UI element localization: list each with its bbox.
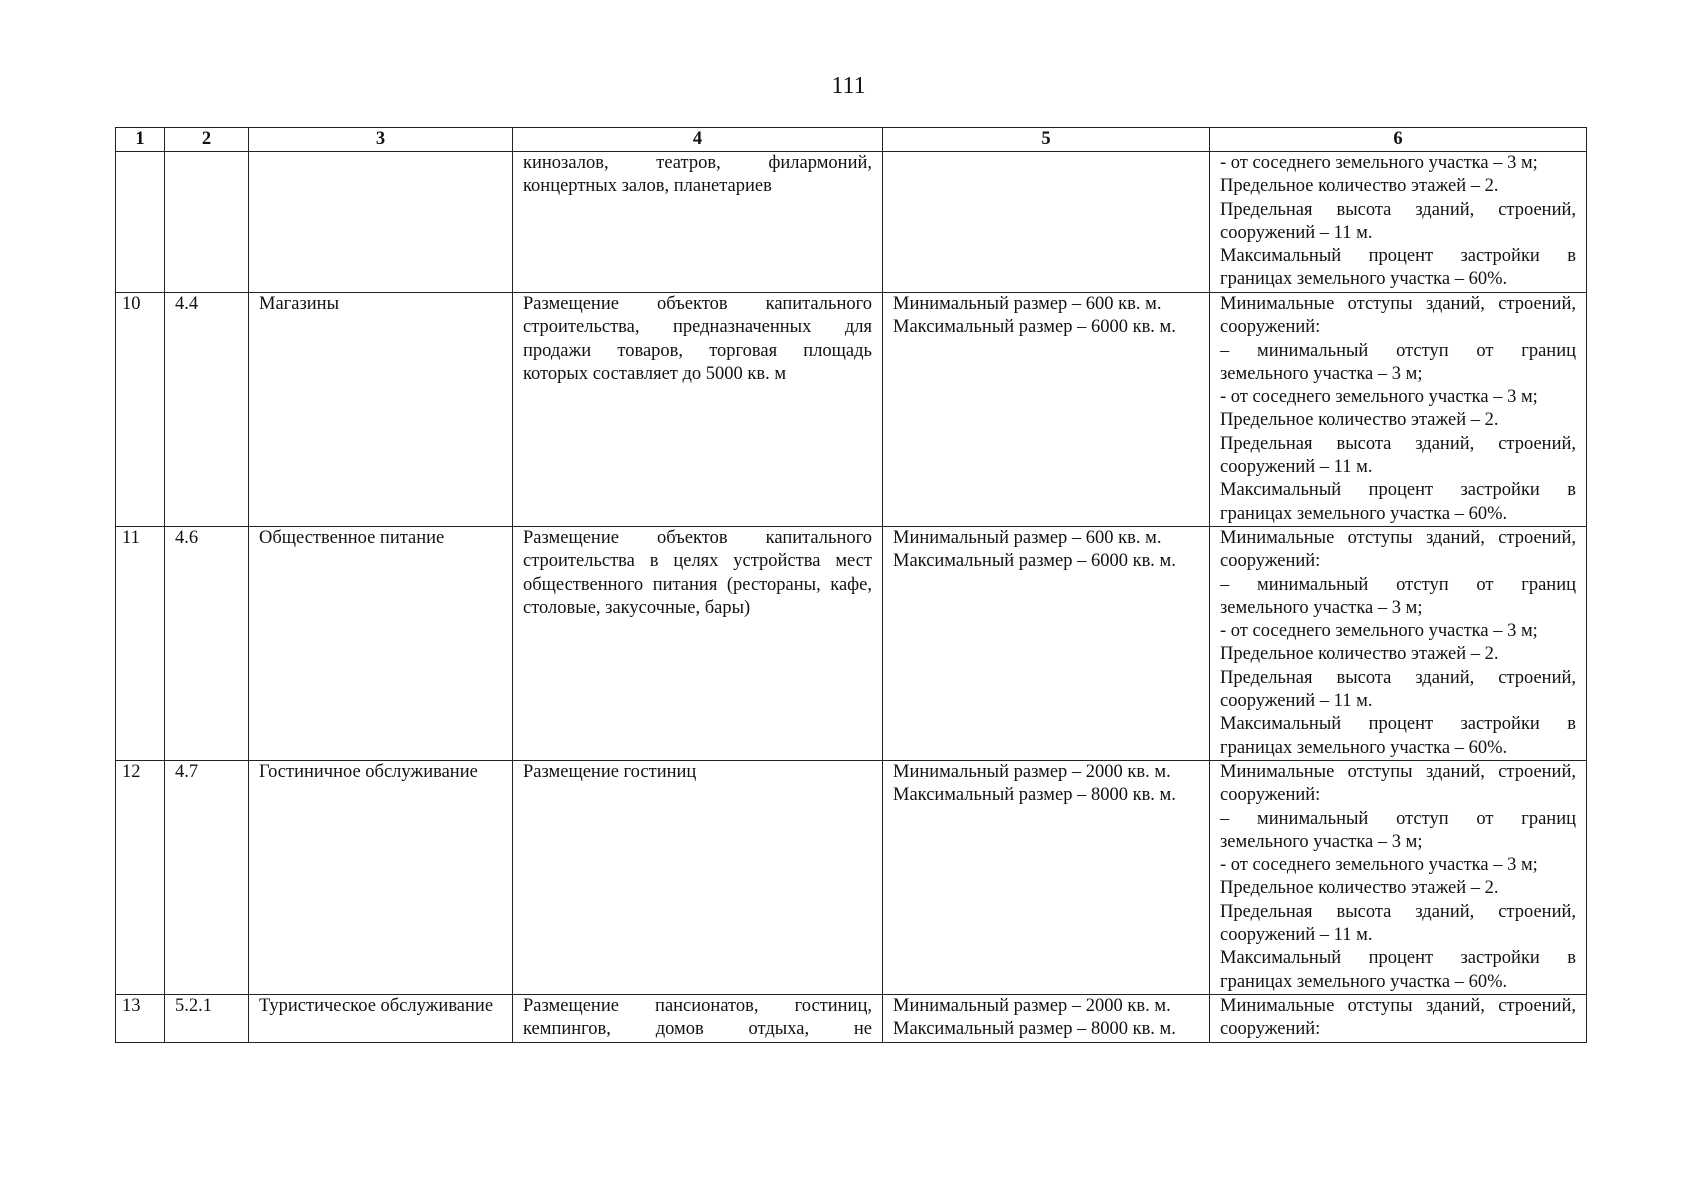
header-col-2: 2 [165,128,249,152]
row-number [116,152,165,293]
parameter-line: Минимальные отступы зданий, строений, сооружений: [1220,762,1576,806]
min-plot-size: Минимальный размер – 600 кв. м. [893,528,1162,548]
max-plot-size: Максимальный размер – 8000 кв. м. [893,785,1176,806]
parameter-line: – минимальный отступ от границ земельного участка – 3 м; [1220,340,1576,384]
min-plot-size: Минимальный размер – 2000 кв. м. [893,996,1171,1016]
parameter-line: – минимальный отступ от границ земельного участка – 3 м; [1220,574,1576,618]
parameter-line: Предельная высота зданий, строений, сооружений – 11 м. [1220,199,1576,243]
parameter-line: - от соседнего земельного участка – 3 м; [1220,855,1538,876]
use-description: Размещение гостиниц [513,761,883,995]
parameter-line: Предельное количество этажей – 2. [1220,644,1499,665]
parameter-line: Предельная высота зданий, строений, сооружений – 11 м. [1220,433,1576,478]
parameters-cell [1210,152,1587,293]
plot-size-cell [883,995,1210,1043]
parameter-line: Предельное количество этажей – 2. [1220,878,1499,899]
parameters-cell [1210,761,1587,995]
max-plot-size: Максимальный размер – 6000 кв. м. [893,551,1176,572]
row-number: 12 [116,761,165,995]
use-description: кинозалов, театров, филармоний, концертных залов, планетариев [513,152,883,293]
parameter-line: Предельное количество этажей – 2. [1220,176,1499,197]
table-row [116,761,1587,995]
table-row [116,527,1587,761]
use-description: Размещение объектов капитального строительства в целях устройства мест общественного питания (рестораны, кафе, столовые, закусочные, бары) [513,527,883,761]
parameter-line: - от соседнего земельного участка – 3 м; [1220,621,1538,642]
parameter-line: Предельное количество этажей – 2. [1220,410,1499,431]
header-col-6: 6 [1210,128,1587,152]
max-plot-size: Максимальный размер – 8000 кв. м. [893,1019,1176,1040]
page-number: 111 [831,73,866,99]
plot-size-cell [883,293,1210,527]
table-row [116,152,1587,293]
use-name [249,152,513,293]
use-code: 4.6 [165,527,249,761]
parameter-line: Максимальный процент застройки в границах земельного участка – 60%. [1220,480,1576,524]
use-code: 4.4 [165,293,249,527]
min-plot-size: Минимальный размер – 2000 кв. м. [893,762,1171,782]
table-header-row [116,128,1587,152]
use-code: 5.2.1 [165,995,249,1043]
table-row [116,995,1587,1043]
use-name: Гостиничное обслуживание [249,761,513,995]
parameter-line: – минимальный отступ от границ земельного участка – 3 м; [1220,808,1576,852]
row-number: 13 [116,995,165,1043]
row-number: 11 [116,527,165,761]
parameter-line: Максимальный процент застройки в границах земельного участка – 60%. [1220,246,1576,290]
use-code: 4.7 [165,761,249,995]
parameter-line: Минимальные отступы зданий, строений, сооружений: [1220,528,1576,572]
row-number: 10 [116,293,165,527]
use-code [165,152,249,293]
land-use-regulations-table [115,127,1587,1043]
header-col-5: 5 [883,128,1210,152]
plot-size-cell [883,152,1210,293]
parameter-line: - от соседнего земельного участка – 3 м; [1220,387,1538,408]
use-name: Магазины [249,293,513,527]
use-name: Туристическое обслуживание [249,995,513,1043]
use-name: Общественное питание [249,527,513,761]
parameters-cell [1210,293,1587,527]
parameter-line: Максимальный процент застройки в границах земельного участка – 60%. [1220,948,1576,992]
header-col-1: 1 [116,128,165,152]
use-description: Размещение пансионатов, гостиниц, кемпингов, домов отдыха, не [513,995,883,1043]
parameters-cell [1210,527,1587,761]
parameter-line: Максимальный процент застройки в границах земельного участка – 60%. [1220,714,1576,758]
header-col-3: 3 [249,128,513,152]
parameters-cell [1210,995,1587,1043]
parameter-line: - от соседнего земельного участка – 3 м; [1220,153,1538,173]
table-row [116,293,1587,527]
max-plot-size: Максимальный размер – 6000 кв. м. [893,317,1176,338]
parameter-line: Минимальные отступы зданий, строений, сооружений: [1220,294,1576,338]
header-col-4: 4 [513,128,883,152]
parameter-line: Минимальные отступы зданий, строений, сооружений: [1220,996,1576,1040]
min-plot-size: Минимальный размер – 600 кв. м. [893,294,1162,314]
plot-size-cell [883,527,1210,761]
use-description: Размещение объектов капитального строительства, предназначенных для продажи товаров, торговая площадь которых составляет до 5000 кв. м [513,293,883,527]
parameter-line: Предельная высота зданий, строений, сооружений – 11 м. [1220,667,1576,712]
plot-size-cell [883,761,1210,995]
parameter-line: Предельная высота зданий, строений, сооружений – 11 м. [1220,901,1576,946]
